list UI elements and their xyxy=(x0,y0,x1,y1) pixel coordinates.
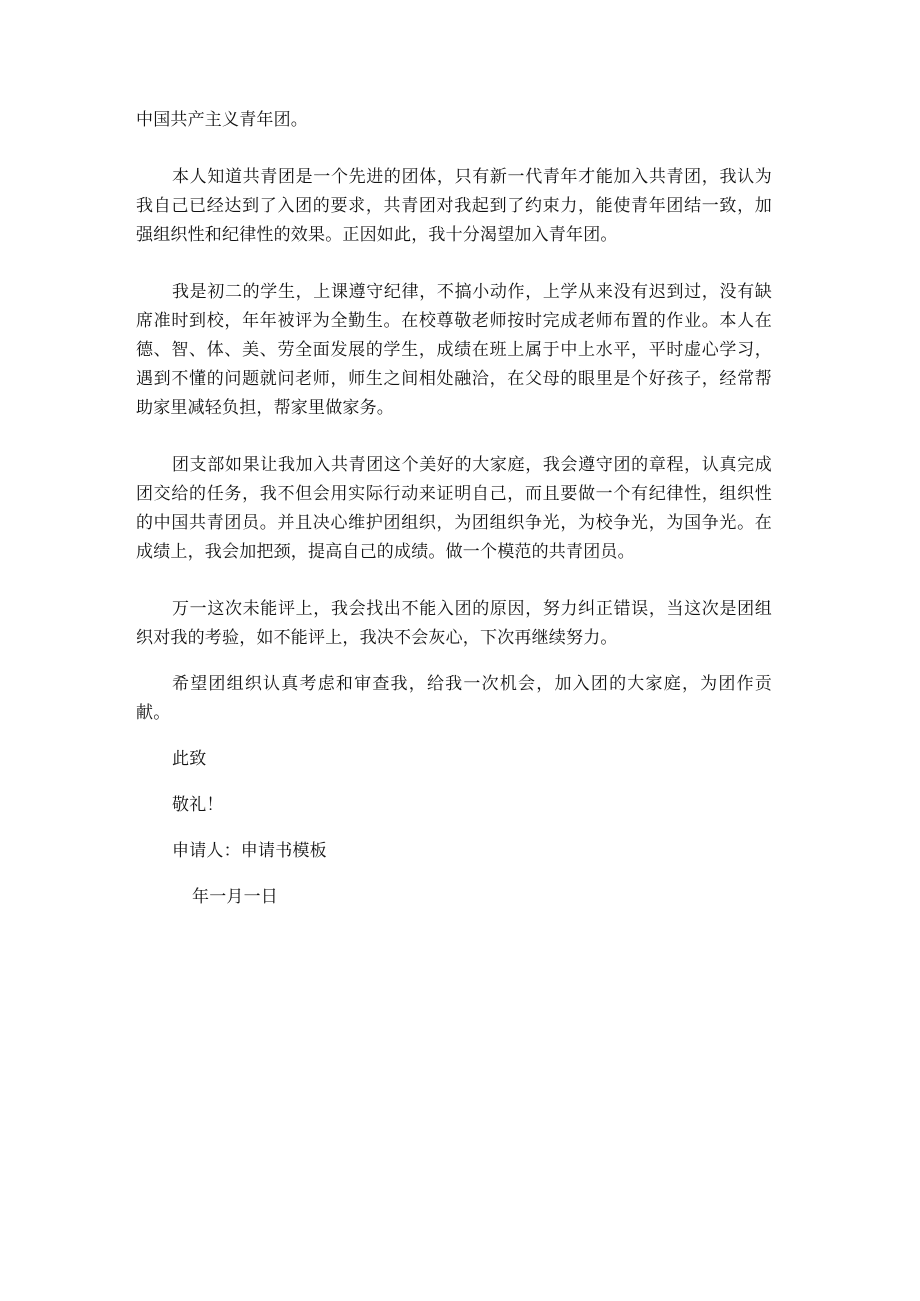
applicant-line: 申请人：申请书模板 xyxy=(172,841,327,861)
paragraph-4: 万一这次未能评上，我会找出不能入团的原因，努力纠正错误，当这次是团组织对我的考验，如不能评上，我决不会灰心，下次再继续努力。 xyxy=(136,599,772,648)
date-line: 年一月一日 xyxy=(192,887,278,907)
paragraph-5: 希望团组织认真考虑和审查我，给我一次机会，加入团的大家庭，为团作贡献。 xyxy=(136,674,772,723)
closing-regards: 敬礼！ xyxy=(172,795,224,815)
continuation-line: 中国共产主义青年团。 xyxy=(136,110,308,130)
paragraph-2: 我是初二的学生，上课遵守纪律，不搞小动作，上学从来没有迟到过，没有缺席准时到校，年年被评为全勤生。在校尊敬老师按时完成老师布置的作业。本人在德、智、体、美、劳全面发展的学生，成绩在班上属于中上水平，平时虚心学习，遇到不懂的问题就问老师，师生之间相处融洽，在父母的眼里是个好孩子，经常帮助家里减轻负担，帮家里做家务。 xyxy=(136,282,772,418)
paragraph-1: 本人知道共青团是一个先进的团体，只有新一代青年才能加入共青团，我认为我自己已经达到了入团的要求，共青团对我起到了约束力，能使青年团结一致，加强组织性和纪律性的效果。正因如此，我十分渴望加入青年团。 xyxy=(136,167,772,245)
closing-salutation: 此致 xyxy=(172,749,207,769)
document-body xyxy=(136,106,772,912)
paragraph-3: 团支部如果让我加入共青团这个美好的大家庭，我会遵守团的章程，认真完成团交给的任务，我不但会用实际行动来证明自己，而且要做一个有纪律性，组织性的中国共青团员。并且决心维护团组织，为团组织争光，为校争光，为国争光。在成绩上，我会加把颈，提高自己的成绩。做一个模范的共青团员。 xyxy=(136,455,772,562)
